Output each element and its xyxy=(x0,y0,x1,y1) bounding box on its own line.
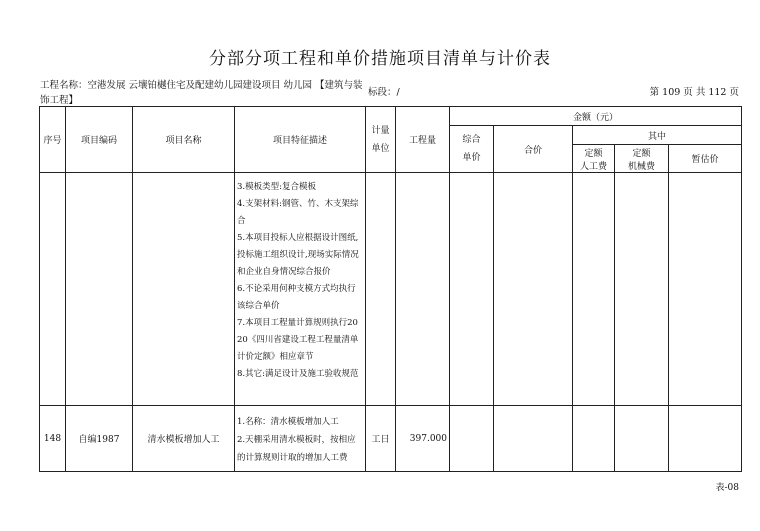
cell-qty: 397.000 xyxy=(396,406,450,472)
cell-unit: 工日 xyxy=(366,406,396,472)
header-of-which: 其中 xyxy=(573,126,742,145)
desc-line: 5.本项目投标人应根据设计图纸,投标施工组织设计,现场实际情况和企业自身情况综合报价 xyxy=(237,233,359,277)
header-machine-top: 定额 xyxy=(632,148,651,159)
cell-labor xyxy=(573,173,615,406)
header-unit-price-bottom: 单价 xyxy=(462,153,481,163)
desc-line: 8.其它:满足设计及施工验收规范 xyxy=(237,369,359,379)
header-code: 项目编码 xyxy=(66,107,133,173)
header-row-1 xyxy=(40,107,742,126)
cell-total xyxy=(494,406,573,472)
cell-total xyxy=(494,173,573,406)
table-row-continued xyxy=(40,173,742,406)
cell-labor xyxy=(573,406,615,472)
header-unit-price-top: 综合 xyxy=(462,135,481,145)
cell-machine xyxy=(615,406,669,472)
cell-code: 自编1987 xyxy=(66,406,133,472)
project-name: 工程名称：空港发展 云壤铂樾住宅及配建幼儿园建设项目 幼儿园 【建筑与装饰工程】 xyxy=(40,80,363,106)
cell-name: 清水模板增加人工 xyxy=(133,406,235,472)
cell-name xyxy=(133,173,235,406)
bill-table xyxy=(39,106,742,472)
desc-line: 6.不论采用何种支模方式均执行该综合单价 xyxy=(237,284,356,311)
header-unit-price xyxy=(450,126,494,173)
cell-provisional xyxy=(669,406,742,472)
desc-line: 7.本项目工程量计算规则执行2020《四川省建设工程工程量清单计价定额》相应章节 xyxy=(237,318,359,362)
footer-label: 表-08 xyxy=(715,483,739,493)
header-provisional: 暂估价 xyxy=(669,145,742,173)
cell-machine xyxy=(615,173,669,406)
desc-line: 1.名称：清水模板增加人工 xyxy=(237,416,339,427)
cell-seq xyxy=(40,173,66,406)
header-unit-top: 计量 xyxy=(371,125,390,136)
cell-provisional xyxy=(669,173,742,406)
cell-unit xyxy=(366,173,396,406)
header-labor-top: 定额 xyxy=(584,148,603,159)
header-unit-bottom: 单位 xyxy=(371,143,390,154)
header-qty: 工程量 xyxy=(396,107,450,173)
cell-qty xyxy=(396,173,450,406)
page-info: 第 109 页 共 112 页 xyxy=(649,87,739,98)
header-machine-bottom: 机械费 xyxy=(627,161,655,172)
cell-unit-price xyxy=(450,406,494,472)
desc-line: 4.支架材料:钢管、竹、木支架综合 xyxy=(237,199,359,226)
header-name: 项目名称 xyxy=(133,107,235,173)
page-title: 分部分项工程和单价措施项目清单与计价表 xyxy=(209,49,551,69)
header-total: 合价 xyxy=(494,126,573,173)
header-seq: 序号 xyxy=(40,107,66,173)
desc-line: 2.天棚采用清水模板时，按相应的计算规则计取的增加人工费 xyxy=(237,434,356,463)
cell-desc xyxy=(235,173,366,406)
header-labor xyxy=(573,145,615,173)
desc-line: 3.模板类型:复合模板 xyxy=(237,182,316,192)
cell-code xyxy=(66,173,133,406)
header-machine xyxy=(615,145,669,173)
header-desc: 项目特征描述 xyxy=(235,107,366,173)
header-amount: 金额（元） xyxy=(450,107,742,126)
cell-desc xyxy=(235,406,366,472)
cell-seq: 148 xyxy=(40,406,66,472)
header-unit xyxy=(366,107,396,173)
cell-unit-price xyxy=(450,173,494,406)
section-label: 标段：/ xyxy=(368,87,400,98)
header-labor-bottom: 人工费 xyxy=(579,161,607,172)
table-row-148 xyxy=(40,406,742,472)
